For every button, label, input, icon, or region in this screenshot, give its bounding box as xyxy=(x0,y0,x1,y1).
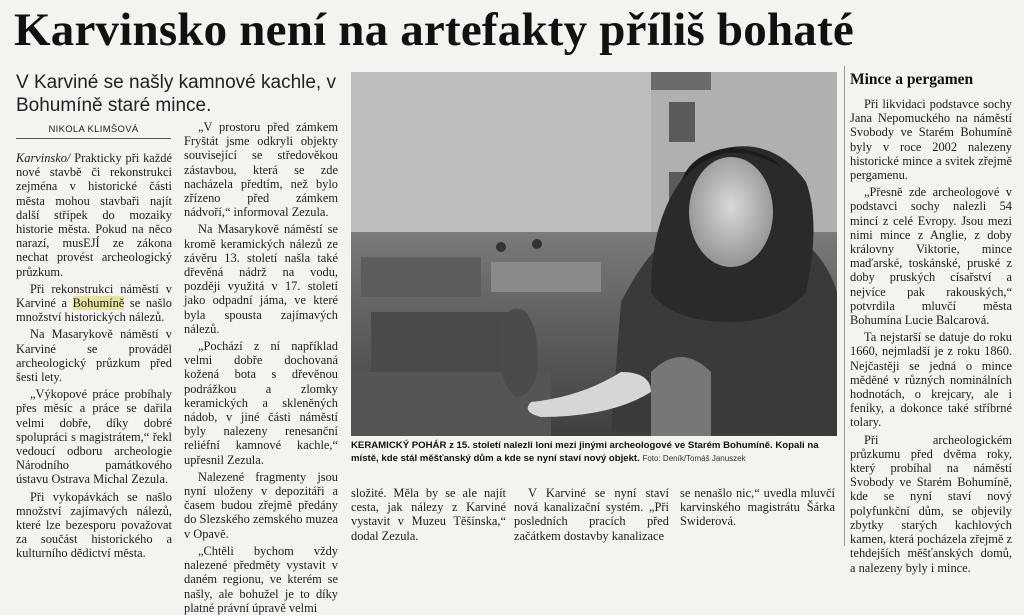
photo-credit: Foto: Deník/Tomáš Januszek xyxy=(642,453,746,463)
paragraph xyxy=(16,282,172,325)
dateline: Karvinsko/ xyxy=(16,151,71,165)
paragraph: „Přesně zde archeologové v podstavci sochy nalezli 54 mincí z celé Evropy. Jsou mezi nimi mince z Anglie, z doby královny Viktorie, mince maďarské, toskánské, pruské z doby pruských císařství a nejvíce pak rakouských,“ potvrdila mluvčí města Bohumína Lucie Balcarová. xyxy=(850,185,1012,328)
paragraph-text: se našlo množství historických nálezů. xyxy=(16,296,172,325)
paragraph: složité. Měla by se ale najít cesta, jak nálezy z Karviné vystavit v Muzeu Těšínska,“ dodal Zezula. xyxy=(351,486,506,543)
paragraph-text: Při rekonstrukci náměstí v Karviné a xyxy=(16,281,172,311)
article-column-2 xyxy=(184,120,338,615)
paragraph xyxy=(16,151,172,279)
paragraph: Při vykopávkách se našlo množství zajímavých nálezů, které lze bezesporu považovat za součást historického a kulturního dědictví města. xyxy=(16,489,172,561)
sidebar-divider xyxy=(844,66,845,546)
article-photo xyxy=(351,72,837,436)
paragraph: „Pochází z ní například velmi dobře dochovaná kožená bota s dřevěnou podrážkou a zlomky keramických a skleněných nádob, v jiné části náměstí byly nalezeny renesanční reliéfní kamnové kachle,“ upřesnil Zezula. xyxy=(184,339,338,467)
paragraph: Ta nejstarší se datuje do roku 1660, nejmladší je z roku 1860. Nejčastěji se jedná o mince měděné v různých nominálních hodnotách, o krejcary, ale i feniky, a dokonce také stříbrné tolary. xyxy=(850,330,1012,430)
caption-text: KERAMICKÝ POHÁR z 15. století nalezli loni mezi jinými archeologové ve Starém Bohumíně. Kopali na místě, kde stál měšťanský dům a kde se nyní staví nový objekt. xyxy=(351,440,819,464)
article-subheading: V Karviné se našly kamnové kachle, v Bohumíně staré mince. xyxy=(16,72,336,116)
paragraph: Při likvidaci podstavce sochy Jana Nepomuckého na náměstí Svobody ve Starém Bohumíně byly v roce 2002 nalezeny historické mince a svitek zřejmě pergamenu. xyxy=(850,97,1012,183)
paragraph: „Chtěli bychom vždy nalezené předměty vystavit v daném regionu, ve kterém se našly, ale bohužel je to díky platné právní úpravě velmi xyxy=(184,543,338,615)
paragraph: Nalezené fragmenty jsou nyní uloženy v depozitáři a časem budou zřejmě předány do Slezského zemského muzea v Opavě. xyxy=(184,469,338,541)
paragraph-text: Prakticky při každé nové stavbě či rekonstrukci zejména v historické části města mohou stavbaři najít další střípek do mozaiky historie města. Pokud na něco narazí, musEJÍ ze zákona nechat provést archeologický průzkum. xyxy=(16,151,172,279)
sidebar-title: Mince a pergamen xyxy=(850,71,974,88)
paragraph: Na Masarykově náměstí v Karviné se prováděl archeologický průzkum před šesti lety. xyxy=(16,327,172,385)
paragraph: „V prostoru před zámkem Fryštát jsme odkryli objekty související se středověkou zástavbou, která se zde nacházela předtím, než bylo zřízeno před zámkem nádvoří,“ informoval Zezula. xyxy=(184,120,338,220)
article-column-3 xyxy=(351,486,506,552)
highlighted-word: Bohumíně xyxy=(72,296,125,311)
paragraph: Na Masarykově náměstí se kromě keramických nálezů ze závěru 13. století našla také dřevěná nádrž na vodu, později využitá v 17. století jako odpadní jáma, ve které byla spousta zajímavých nálezů. xyxy=(184,222,338,336)
article-column-5 xyxy=(680,486,835,552)
paragraph: V Karviné se nyní staví nová kanalizační systém. „Při posledních pracích před začátkem dostavby kanalizace xyxy=(514,486,669,543)
paragraph: Při archeologickém průzkumu před dvěma roky, který probíhal na náměstí Svobody ve Starém Bohumíně, kde se nyní staví nový polyfunkční dům, se objevily zbytky starých kachlových kamen, která pocházela zřejmě z tehdejších měšťanských domů, a nalezeny byly i mince. xyxy=(850,432,1013,575)
photo-illustration xyxy=(351,72,837,436)
paragraph: „Výkopové práce probíhaly přes měsíc a práce se dařila velmi dobře, díky dobré spolupráci s magistrátem,“ řekl vedoucí odboru archeologie Národního památkového ústavu Ostrava Michal Zezula. xyxy=(16,387,172,487)
article-column-4 xyxy=(514,486,669,552)
photo-caption xyxy=(351,440,837,465)
sidebar-column xyxy=(850,97,1013,575)
paragraph: se nenašlo nic,“ uvedla mluvčí karvinského magistrátu Šárka Swiderová. xyxy=(680,486,835,529)
author-byline: NIKOLA KLIMŠOVÁ xyxy=(16,124,171,139)
article-column-1 xyxy=(16,151,172,561)
article-headline: Karvinsko není na artefakty příliš bohaté xyxy=(14,4,854,56)
